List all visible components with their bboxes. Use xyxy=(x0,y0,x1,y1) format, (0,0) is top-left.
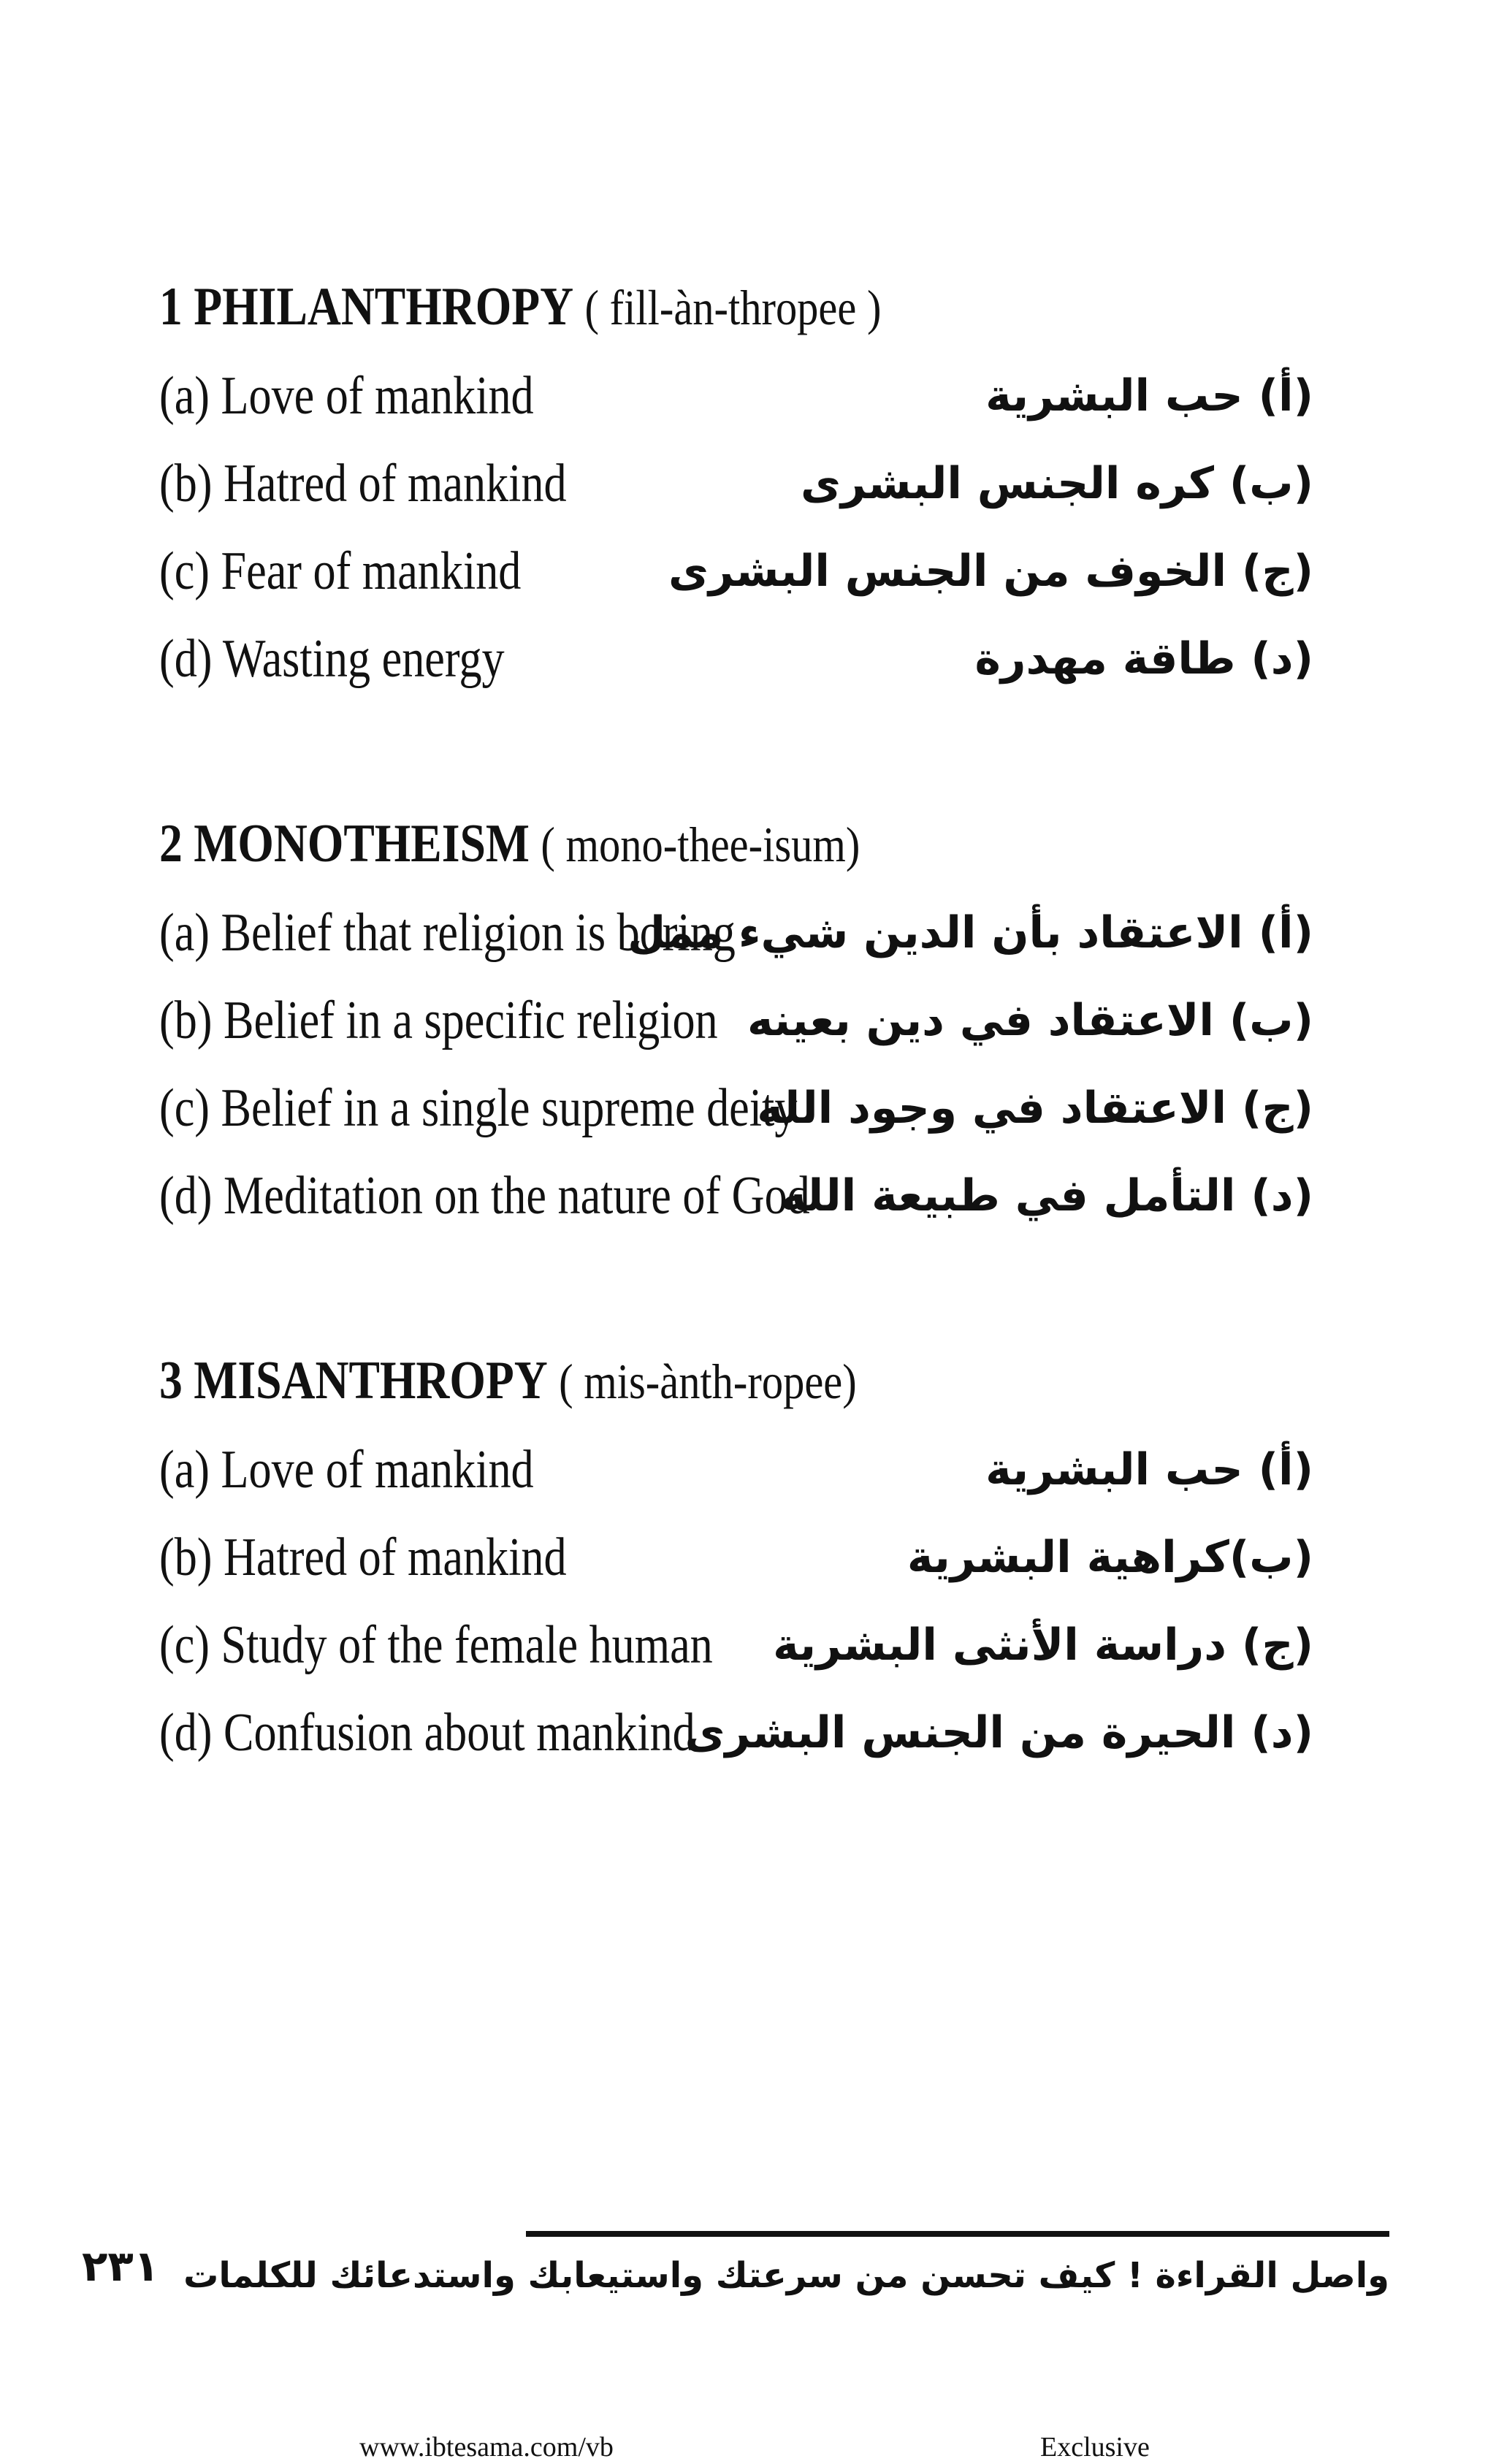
question-2 xyxy=(159,807,1313,1240)
option-arabic: (ب)كراهية البشرية xyxy=(907,1532,1313,1583)
question-heading xyxy=(159,270,1152,343)
question-heading xyxy=(159,1344,1152,1417)
question-word: PHILANTHROPY xyxy=(194,277,574,337)
option-row-a xyxy=(159,889,1313,977)
option-row-d xyxy=(159,1689,1313,1777)
option-row-d xyxy=(159,615,1313,703)
running-footer-title: واصل القراءة ! كيف تحسن من سرعتك واستيعابك واستدعائك للكلمات xyxy=(183,2255,1389,2296)
option-english: (a) Belief that religion is boring xyxy=(159,903,736,963)
watermark-exclusive: Exclusive xyxy=(1040,2432,1150,2463)
question-heading xyxy=(159,807,1152,880)
option-english: (b) Belief in a specific religion xyxy=(159,991,718,1050)
option-row-c xyxy=(159,1064,1313,1152)
options-list xyxy=(159,352,1313,703)
option-row-c xyxy=(159,527,1313,615)
option-english: (c) Belief in a single supreme deity xyxy=(159,1078,798,1138)
question-number: 1 xyxy=(159,277,183,337)
question-pronunciation: ( mis-ànth-ropee) xyxy=(559,1354,857,1409)
question-number: 3 xyxy=(159,1351,183,1411)
option-row-b xyxy=(159,977,1313,1064)
question-pronunciation: ( fill-àn-thropee ) xyxy=(584,280,882,335)
option-english: (b) Hatred of mankind xyxy=(159,454,567,514)
option-arabic: (ب) كره الجنس البشرى xyxy=(800,458,1313,509)
option-arabic: (ج) الخوف من الجنس البشرى xyxy=(668,546,1313,597)
option-english: (a) Love of mankind xyxy=(159,366,534,426)
option-english: (a) Love of mankind xyxy=(159,1440,534,1500)
option-arabic: (أ) الاعتقاد بأن الدين شيء ممل xyxy=(627,907,1313,958)
options-list xyxy=(159,1426,1313,1777)
option-row-b xyxy=(159,440,1313,527)
option-arabic: (أ) حب البشرية xyxy=(985,370,1313,422)
footer-divider xyxy=(526,2231,1389,2237)
option-row-d xyxy=(159,1152,1313,1240)
option-row-b xyxy=(159,1514,1313,1601)
option-arabic: (ج) الاعتقاد في وجود الله xyxy=(757,1083,1313,1134)
watermark-url: www.ibtesama.com/vb xyxy=(359,2432,614,2463)
option-arabic: (أ) حب البشرية xyxy=(985,1444,1313,1495)
option-english: (c) Fear of mankind xyxy=(159,541,522,601)
option-arabic: (ب) الاعتقاد في دين بعينه xyxy=(747,995,1313,1046)
page-number: ٢٣١ xyxy=(82,2241,160,2291)
option-english: (b) Hatred of mankind xyxy=(159,1527,567,1587)
option-row-a xyxy=(159,352,1313,440)
option-arabic: (د) طاقة مهدرة xyxy=(974,633,1313,684)
question-pronunciation: ( mono-thee-isum) xyxy=(541,817,860,872)
question-1 xyxy=(159,270,1313,703)
option-row-a xyxy=(159,1426,1313,1514)
question-word: MISANTHROPY xyxy=(194,1351,548,1411)
option-arabic: (د) الحيرة من الجنس البشرى xyxy=(684,1707,1313,1758)
options-list xyxy=(159,889,1313,1240)
option-arabic: (د) التأمل في طبيعة الله xyxy=(780,1170,1313,1221)
question-number: 2 xyxy=(159,814,183,874)
question-3 xyxy=(159,1344,1313,1777)
option-english: (d) Confusion about mankind xyxy=(159,1703,695,1763)
option-arabic: (ج) دراسة الأنثى البشرية xyxy=(773,1620,1313,1671)
option-english: (d) Meditation on the nature of God xyxy=(159,1166,810,1226)
option-row-c xyxy=(159,1601,1313,1689)
option-english: (c) Study of the female human xyxy=(159,1615,713,1675)
question-word: MONOTHEISM xyxy=(194,814,530,874)
option-english: (d) Wasting energy xyxy=(159,629,505,689)
